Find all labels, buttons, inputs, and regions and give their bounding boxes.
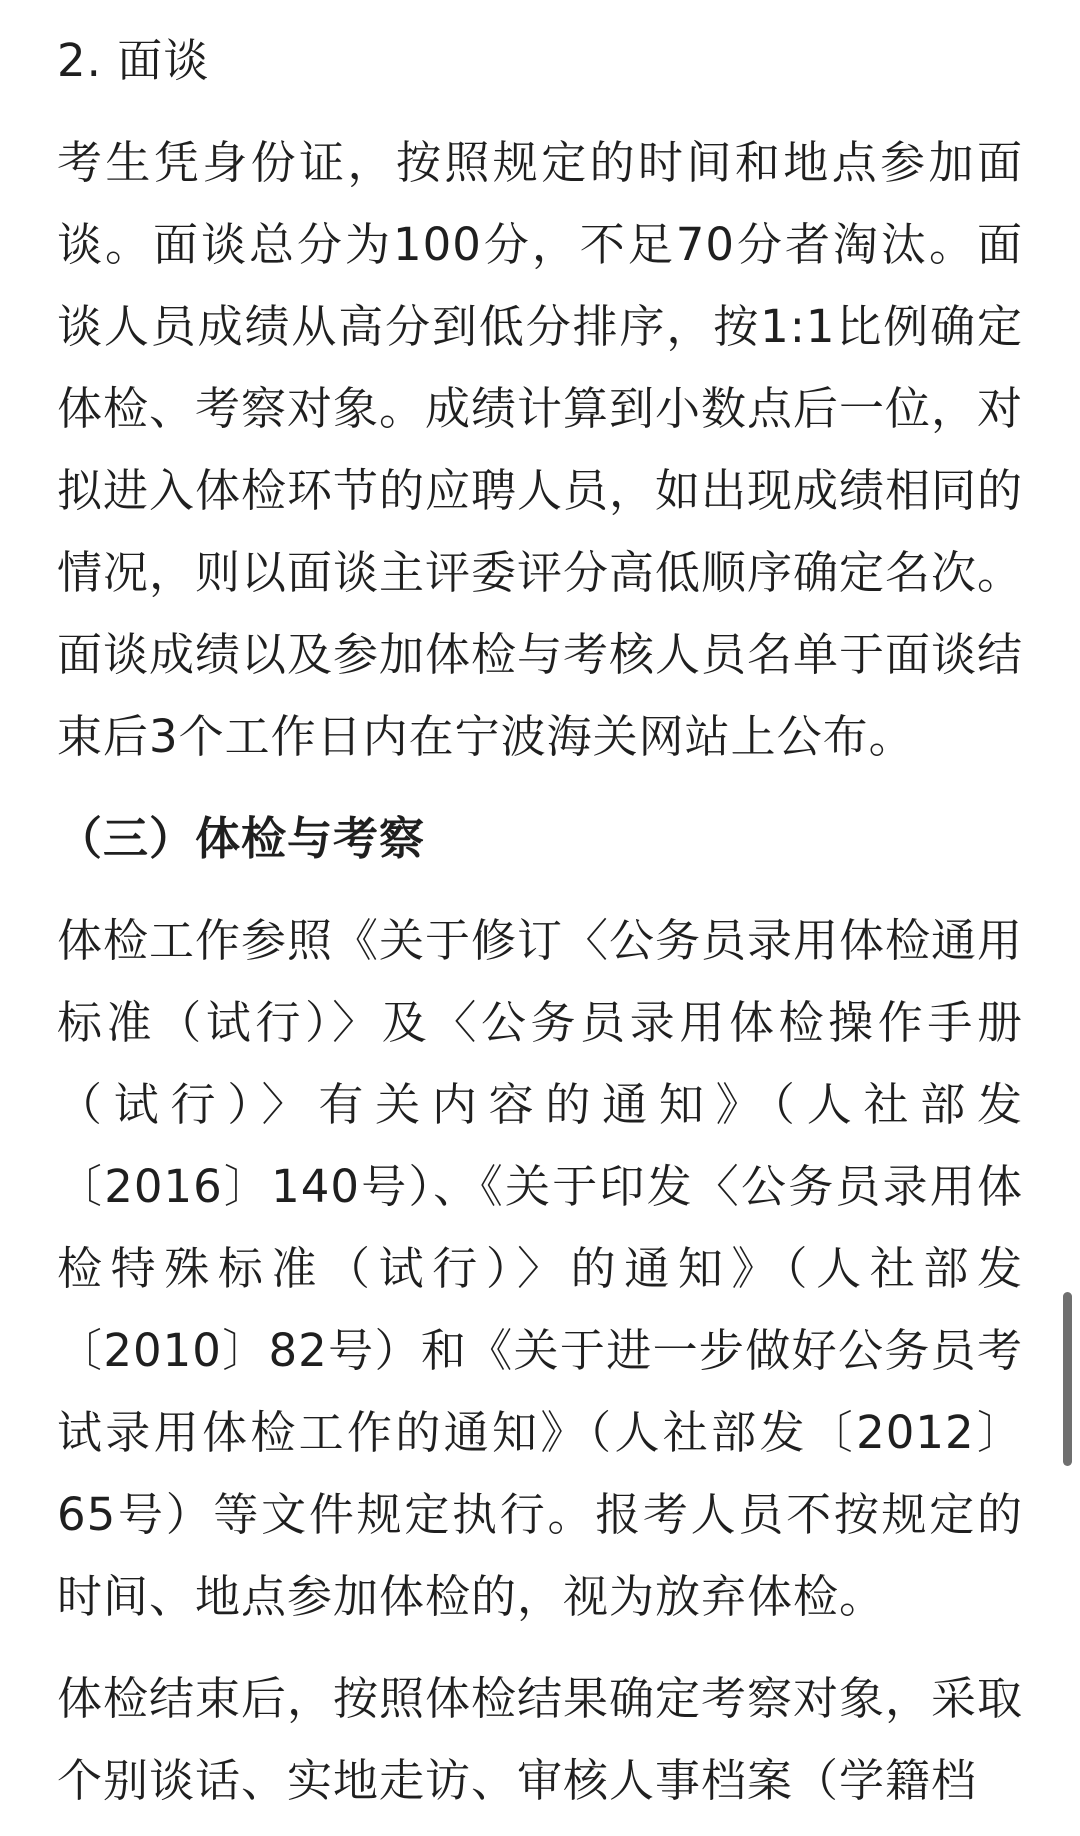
paragraph-interview: 考生凭身份证，按照规定的时间和地点参加面谈。面谈总分为100分，不足70分者淘汰。面谈人员成绩从高分到低分排序，按1:1比例确定体检、考察对象。成绩计算到小数点后一位，对拟进入体检环节的应聘人员，如出现成绩相同的情况，则以面谈主评委评分高低顺序确定名次。面谈成绩以及参加体检与考核人员名单于面谈结束后3个工作日内在宁波海关网站上公布。 xyxy=(57,136,1024,763)
article-content xyxy=(57,20,1023,1836)
sub-heading-interview: 2. 面谈 xyxy=(57,34,210,87)
paragraph-investigation: 体检结束后，按照体检结果确定考察对象，采取个别谈话、实地走访、审核人事档案（学籍档 xyxy=(57,1672,1024,1807)
scrollbar-thumb[interactable] xyxy=(1063,1292,1072,1466)
paragraph-physical-exam: 体检工作参照《关于修订〈公务员录用体检通用标准（试行）〉及〈公务员录用体检操作手册（试行）〉有关内容的通知》（人社部发〔2016〕140号）、《关于印发〈公务员录用体检特殊标准（试行）〉的通知》（人社部发〔2010〕82号）和《关于进一步做好公务员考试录用体检工作的通知》（人社部发〔2012〕65号）等文件规定执行。报考人员不按规定的时间、地点参加体检的，视为放弃体检。 xyxy=(57,914,1024,1623)
section-heading-physical-exam: （三）体检与考察 xyxy=(57,812,426,865)
